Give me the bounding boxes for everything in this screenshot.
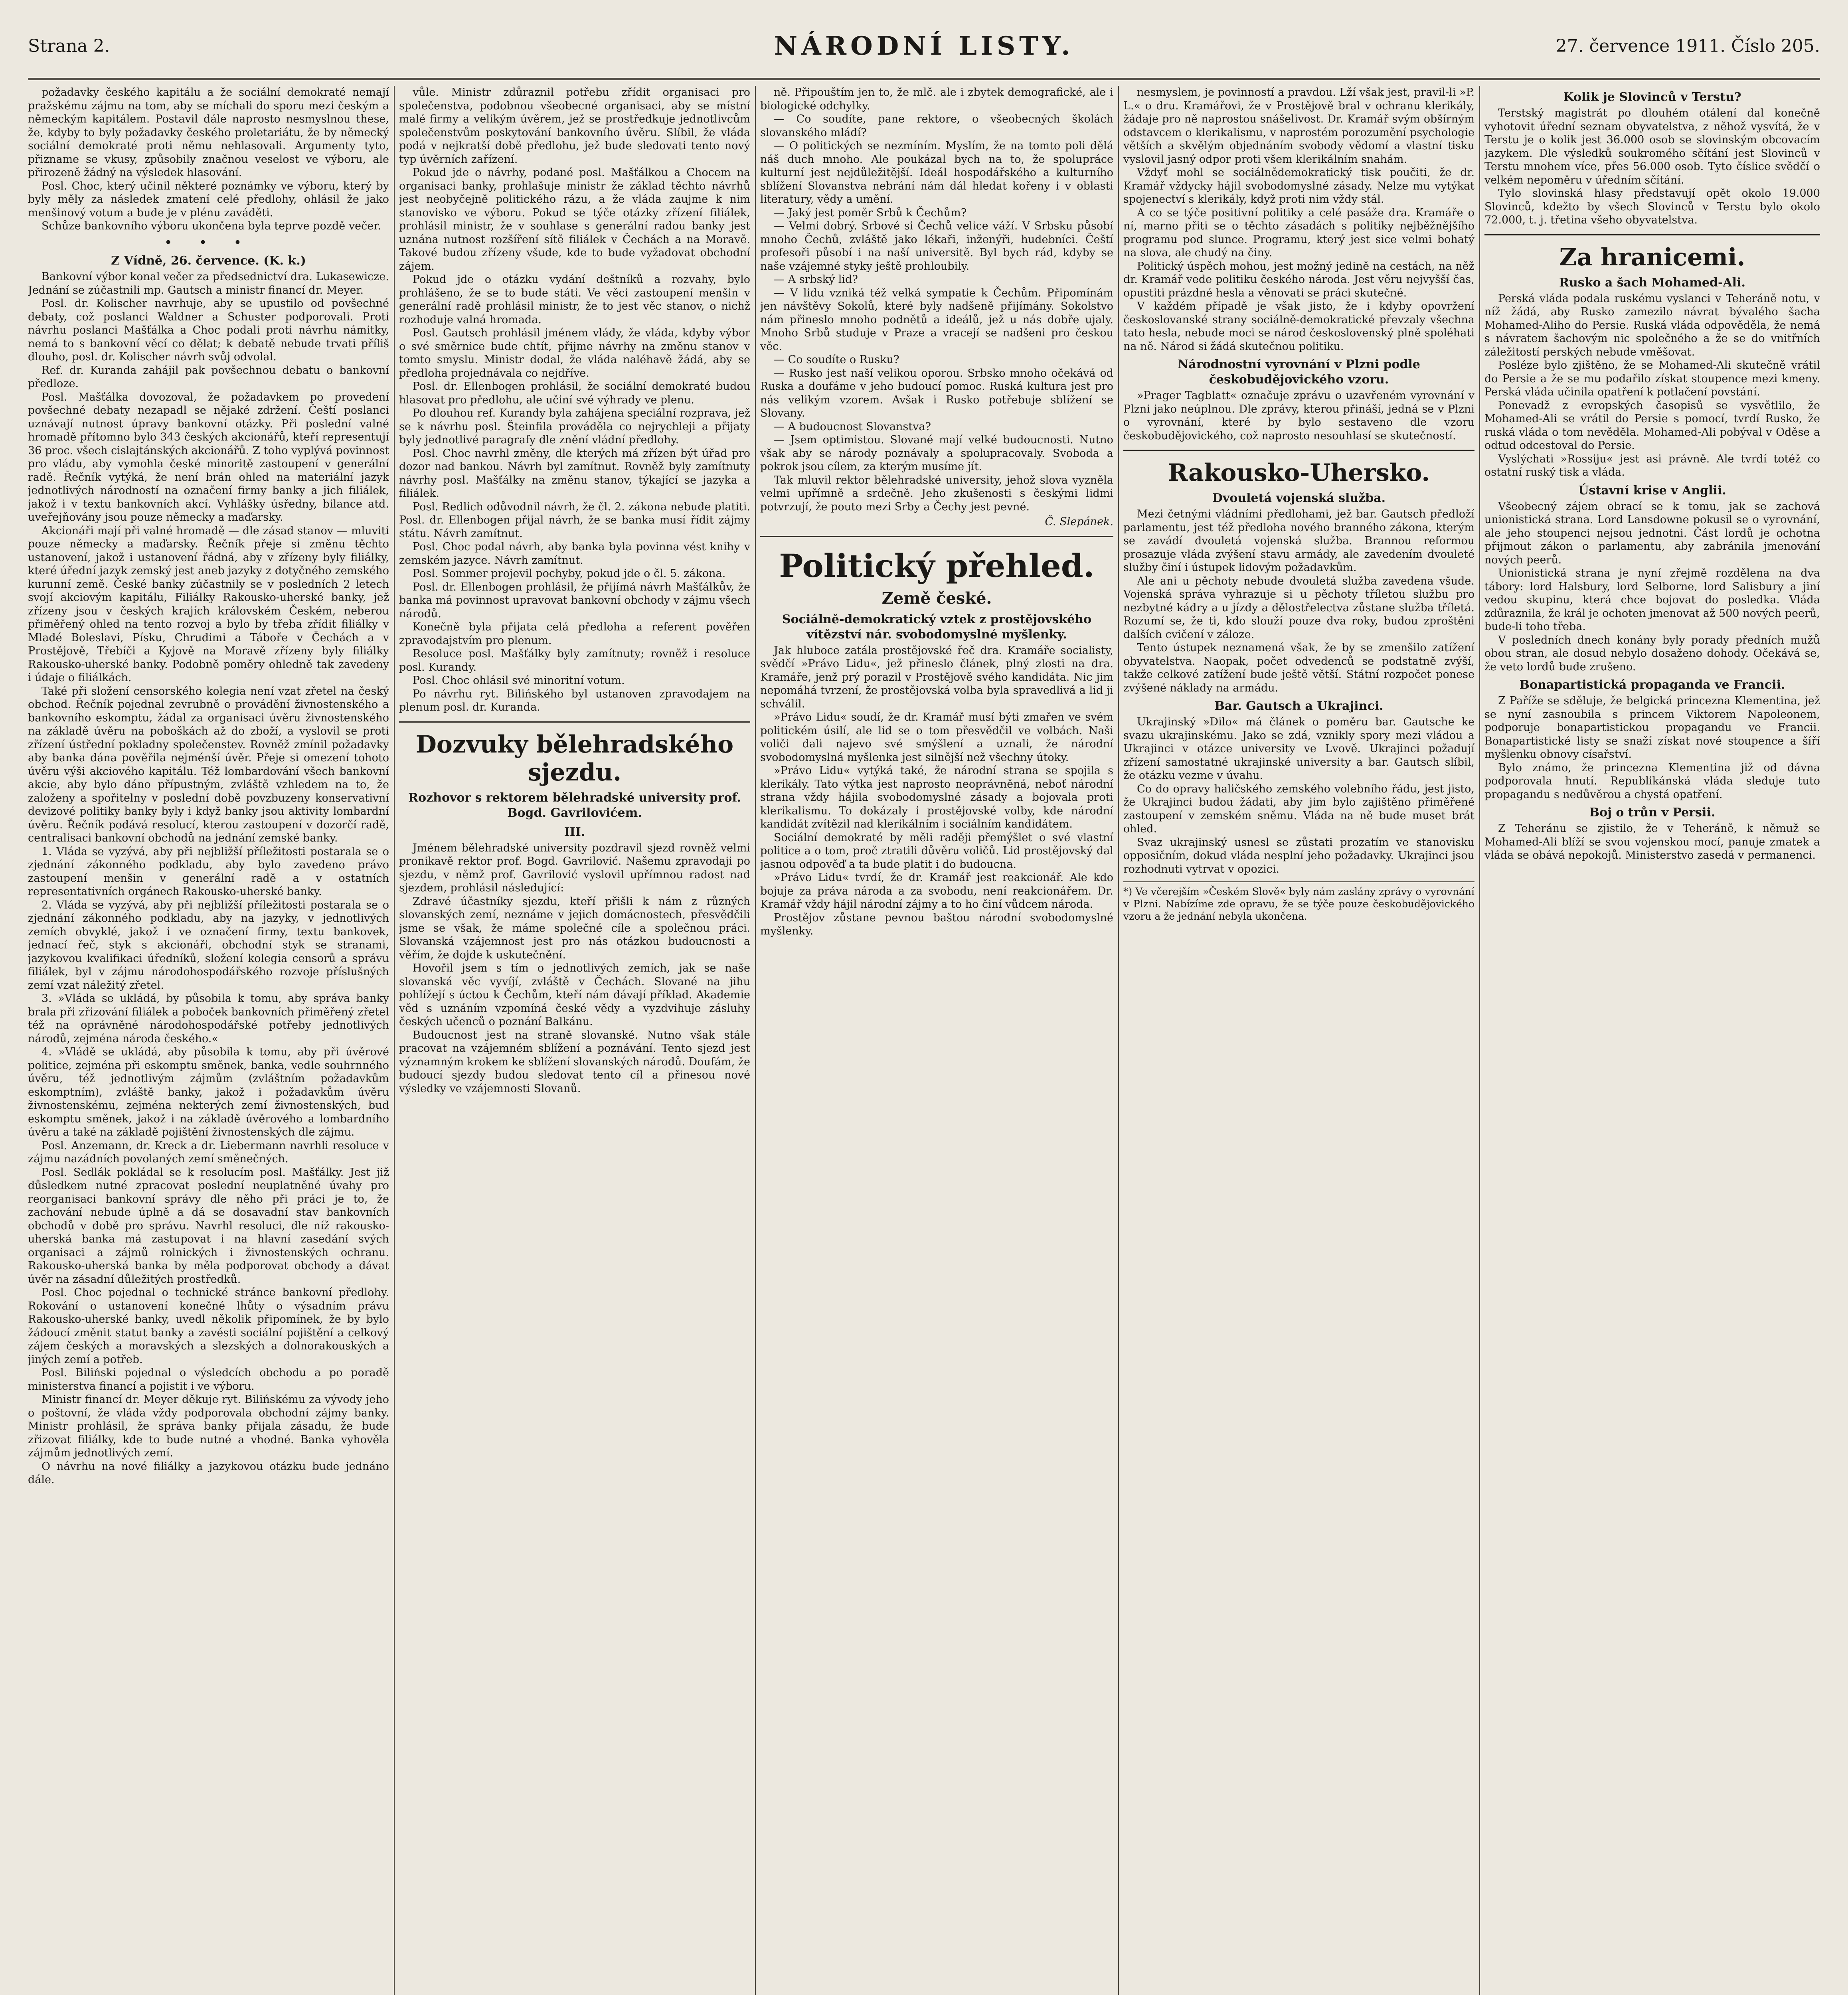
article-paragraph: Ukrajinský »Dilo« má článek o poměru bar. Gautsche ke svazu ukrajinskému. Jako se zdá, vznikly spory mezi vládou a Ukrajinci v otázce university ve Lvově. Ukrajinci požadují zřízení samostatné ukrajinské university a bar. Gautsch slíbil, že otázku vezme v úvahu.	[1123, 716, 1474, 782]
column-5	[1484, 86, 1820, 1995]
article-paragraph: Jak hluboce zatála prostějovské řeč dra. Kramáře socialisty, svědčí »Právo Lidu«, jež přineslo článek, plný zlosti na dra. Kramáře, jenž prý porazil v Prostějově svého kandidáta. Nic jim nepomáhá tvrzení, že prostějovská volba byla spravedlivá a lid ji schválil.	[760, 644, 1113, 710]
article-paragraph: Posl. Biliński pojednal o výsledcích obchodu a po poradě ministerstva financí a pojistit i ve výboru.	[28, 1367, 389, 1393]
article-title: Boj o trůn v Persii.	[1589, 806, 1716, 820]
article-paragraph: Posl. Sedlák pokládal se k resolucím posl. Mašťálky. Jest již důsledkem nutné zpracovat poslední neuplatněné úvahy pro reorganisaci bankovní správy dle něho při práci je to, že zachování nebude úplně a dá se dosavadní stav bankovních obchodů v době pro správu. Navrhl resoluci, dle níž rakousko-uherská banka má zastupovat i na hlavní zasedání svých organisaci a zájmů rolnických i živnostenských ochranu. Rakousko-uherská banka by měla podporovat obchody a dávat úvěr na zásadní důležitých prostředků.	[28, 1166, 389, 1286]
page-number: Strana 2.	[28, 36, 110, 56]
article-paragraph: Konečně byla přijata celá předloha a referent pověřen zpravodajstvím pro plenum.	[399, 621, 750, 647]
article-paragraph: Ministr financí dr. Meyer děkuje ryt. Bilińskému za vývody jeho o poštovní, že vláda vždy podporovala obchodní zájmy banky. Ministr prohlásil, že správa banky přijala zásadu, že bude zřizovat filiálky, kde to bude nutné a vhodné. Banka vyhověla zájmům jednotlivých zemí.	[28, 1393, 389, 1459]
article-paragraph: Tento ústupek neznamená však, že by se zmenšilo zatížení obyvatelstva. Naopak, počet odvedenců se podstatně zvýší, takže celkové zatížení bude ještě větší. Státní rozpočet ponese zvýšené náklady na armádu.	[1123, 642, 1474, 694]
article-paragraph: »Právo Lidu« vytýká také, že národní strana se spojila s klerikály. Tato výtka jest naprosto neoprávněná, neboť národní strana vždy hájila svobodomyslné zásady a bojovala proti klerikalismu. To dokázaly i prostějovské volby, kde národní kandidát zvítězil nad klerikálním i sociálním kandidátem.	[760, 764, 1113, 830]
column-2	[399, 86, 750, 1995]
article-paragraph: Po dlouhou ref. Kurandy byla zahájena speciální rozprava, jež se k návrhu posl. Šteinfila prováděla co nejrychleji a přijaty byly jednotlivé paragrafy dle znění vládní předlohy.	[399, 407, 750, 446]
section-heading: Za hranicemi.	[1559, 243, 1745, 271]
article-subheading: Rozhovor s rektorem bělehradské university prof. Bogd. Gavrilovićem.	[408, 790, 741, 820]
article-paragraph: Co do opravy haličského zemského volebního řádu, jest jisto, že Ukrajinci budou žádati, aby jim bylo zajištěno přiměřené zastoupení v zemském sněmu. Vláda na ně bude muset brát ohled.	[1123, 782, 1474, 835]
article-paragraph: Bankovní výbor konal večer za předsednictví dra. Lukasewicze. Jednání se zúčastnili mp. Gautsch a ministr financí dr. Meyer.	[28, 271, 389, 296]
article-title: Rusko a šach Mohamed-Ali.	[1559, 275, 1745, 290]
article-paragraph: »Prager Tagblatt« označuje zprávu o uzavřeném vyrovnání v Plzni jako neúplnou. Dle zprávy, kterou přináší, jedná se v Plzni o vyrovnání, které by bylo sestaveno dle vzoru českobudějovického, což naprosto nesouhlasí se skutečností.	[1123, 389, 1474, 442]
article-paragraph: Akcionáři mají při valné hromadě — dle zásad stanov — mluviti pouze německy a maďarsky. Řečník přeje si změnu těchto ustanovení, jakož i ustanovení řádná, aby v zřízeny byly filiálky, které úřední jazyk zemský jest aneb jazyky z dotyčného zemského kurunní země. České banky zúčastnily se v posledních 2 letech svojí akciovým kapitálu, Filiálky Rakousko-uherské banky, jež zřízeny jsou v českých krajích královském Českém, neberou přiměřený ohled na tento rozvoj a bylo by třeba zřídit filiálky v Mladé Boleslavi, Písku, Chrudimi a Táboře v Čechách a v Prostějově, Třebíči a Kyjově na Moravě zřízeny byly filiálky Rakousko-uherské banky. Podobně poměry ohledně tak zavedeny i údaje o filiálkách.	[28, 524, 389, 684]
article-paragraph: Ale ani u pěchoty nebude dvouletá služba zavedena všude. Vojenská správa vyhrazuje si u pěchoty tříletou službu pro nezbytné kádry a u jízdy a dělostřelectva zůstane služba tříletá. Rozumí se, že ti, kdo slouží pouze dva roky, budou zproštěni dalších cvičení v záloze.	[1123, 575, 1474, 641]
article-paragraph: Tylo slovinská hlasy představují opět okolo 19.000 Slovinců, kdežto by všech Slovinců v Terstu bylo okolo 72.000, t. j. třetina všeho obyvatelstva.	[1484, 187, 1820, 226]
article-paragraph: — Jaký jest poměr Srbů k Čechům?	[774, 206, 967, 219]
article-paragraph: Tak mluvil rektor bělehradské university, jehož slova vyzněla velmi upřímně a srdečně. Jeho zkušenosti s českými lidmi potvrzují, že pouto mezi Srby a Čechy jest pevné.	[760, 474, 1113, 513]
article-paragraph: Posl. dr. Ellenbogen prohlásil, že přijímá návrh Mašťálkův, že banka má povinnost upravovat bankovní obchody v zájmu všech národů.	[399, 581, 750, 620]
article-title: Ústavní krise v Anglii.	[1578, 483, 1726, 498]
article-paragraph: — O politických se nezmíním. Myslím, že na tomto poli dělá náš duch mnoho. Ale poukázal bych na to, že spolupráce kulturní jest nejdůležitější. Ideál hospodářského a kulturního sblížení Slovanstva nebrání nám dál hledat kořeny i v oblasti literatury, vědy a umění.	[760, 140, 1113, 205]
article-paragraph: — A srbský lid?	[774, 273, 858, 286]
article-paragraph: Terstský magistrát po dlouhém otálení dal konečně vyhotovit úřední seznam obyvatelstva, z něhož vysvítá, že v Terstu je o kolik jest 36.000 osob se slovinským obcovacím jazykem. Dle výsledků soukromého sčítání jest Slovinců v Terstu mnohem více, přes 56.000 osob. Tyto číslice svědčí o velkém nepoměru v úředním sčítání.	[1484, 107, 1820, 186]
article-paragraph: Posl. Anzemann, dr. Kreck a dr. Liebermann navrhli resoluce v zájmu nazádních povolaných zemí směnečných.	[28, 1139, 389, 1165]
resolution-point: 3. »Vláda se ukládá, by působila k tomu, aby správa banky brala při zřizování filiálek a poboček bankovních přiměřený zřetel též na oprávněné národohospodářské potřeby jednotlivých národů, zejména národa českého.«	[28, 992, 389, 1045]
article-heading: Dozvuky bělehradského sjezdu.	[415, 730, 734, 786]
article-paragraph: — V lidu vzniká též velká sympatie k Čechům. Připomínám jen návštěvy Sokolů, které byly nadšeně přijímány. Sokolstvo nám přineslo mnoho podnětů a ideálů, jež u nás dobře ujaly. Mnoho Srbů studuje v Praze a vracejí se nadšeni pro českou věc.	[760, 286, 1113, 353]
article-paragraph: — Jsem optimistou. Slované mají velké budoucnosti. Nutno však aby se národy poznávaly a spolupracovaly. Svoboda a pokrok jsou cílem, za kterým musíme jít.	[760, 434, 1113, 473]
column-divider	[394, 86, 395, 1995]
article-title: Sociálně-demokratický vztek z prostějovského vítězství nár. svobodomyslné myšlenky.	[782, 612, 1092, 642]
section-rule	[1123, 450, 1474, 451]
article-paragraph: Ponevadž z evropských časopisů se vysvětlilo, že Mohamed-Ali se vrátil do Persie s pomocí, tvrdí Rusko, že ruská vláda o tom nevěděla. Mohamed-Ali pobýval v Oděse a odtud odcestoval do Persie.	[1484, 399, 1820, 452]
article-paragraph: Pokud jde o otázku vydání deštníků a rozvahy, bylo prohlášeno, že se to bude státi. Ve věci zastoupení menšin v generální radě prohlásil ministr, že to jest věc stanov, o nichž rozhoduje valná hromada.	[399, 273, 750, 326]
article-paragraph: ně. Připouštím jen to, že mlč. ale i zbytek demografické, ale i biologické odchylky.	[760, 86, 1113, 112]
article-title: Bar. Gautsch a Ukrajinci.	[1214, 699, 1384, 713]
resolution-point: 2. Vláda se vyzývá, aby při nejbližší příležitosti postarala se o zjednání zákonného podkladu, aby na jazyky, v jednotlivých zemích obvyklé, jakož i ve označení firmy, textu bankovek, jednací řeč, styk s akcionáři, obchodní styk se stranami, jazykovou kvalifikaci úředníků, složení kolegia censorů a správu filiálek, byl v zájmu národohospodářského rozvoje příslušných zemí vzat náležitý zřetel.	[28, 899, 389, 992]
article-paragraph: A co se týče positivní politiky a celé pasáže dra. Kramáře o ní, marno přiti se o těchto zásadách s politiky nejběžnějšího programu pod slunce. Programu, který jest sice velmi bohatý na slova, ale chudý na činy.	[1123, 206, 1474, 259]
article-paragraph: Vždyť mohl se sociálnědemokratický tisk poučiti, že dr. Kramář vždycky hájil svobodomyslné zásady. Nelze mu vytýkat spojenectví s klerikály, když proti nim vždy stál.	[1123, 166, 1474, 205]
article-paragraph: Perská vláda podala ruskému vyslanci v Teheráně notu, v níž žádá, aby Rusko zamezilo návrat bývalého šacha Mohamed-Aliho do Persie. Ruská vláda odpověděla, že nemá s návratem šachovým nic společného a že se do vnitřních záležitostí perských nebude vměšovat.	[1484, 292, 1820, 358]
article-paragraph: Posl. Gautsch prohlásil jménem vlády, že vláda, kdyby výbor o své směrnice bude chtít, přijme návrhy na změnu stanov v tomto smyslu. Ministr dodal, že vláda naléhavě žádá, aby se předloha projednávala co nejdříve.	[399, 327, 750, 379]
article-paragraph: Posl. Sommer projevil pochyby, pokud jde o čl. 5. zákona.	[413, 567, 726, 580]
article-paragraph: — Rusko jest naší velikou oporou. Srbsko mnoho očekává od Ruska a doufáme v jeho budoucí pomoc. Ruská kultura jest pro nás velikým vzorem. Avšak i Rusko potřebuje sblížení se Slovany.	[760, 367, 1113, 419]
column-4	[1123, 86, 1474, 1995]
article-paragraph: Prostějov zůstane pevnou baštou národní svobodomyslné myšlenky.	[760, 911, 1113, 937]
article-paragraph: — Velmi dobrý. Srbové si Čechů velice váží. V Srbsku působí mnoho Čechů, zvláště jako lékaři, inženýři, hudebníci. Čeští profesoři působí i na naší universitě. Byl bych rád, kdyby se naše vzájemné styky ještě prohloubily.	[760, 220, 1113, 273]
article-paragraph: Resoluce posl. Mašťálky byly zamítnuty; rovněž i resoluce posl. Kurandy.	[399, 648, 750, 674]
article-paragraph: Posl. Choc podal návrh, aby banka byla povinna vést knihy v zemském jazyce. Návrh zamítnut.	[399, 541, 750, 567]
article-title: Kolik je Slovinců v Terstu?	[1563, 90, 1741, 104]
column-1	[28, 86, 389, 1995]
article-paragraph: — A budoucnost Slovanstva?	[774, 420, 931, 433]
article-paragraph: Také při složení censorského kolegia není vzat zřetel na český obchod. Řečník pojednal zevrubně o provádění živnostenského a bankovního eskomptu, žádal za organisaci úvěru živnostenského na základě úvěru na poboškách až do zboží, a vyslovil se proti zřízení ústřední pokladny společenstev. Rovněž zmínil požadavky aby banka dána pověřila nejménší úvěr. Přeje si omezení tohoto úvěru výši akciového kapitálu. Též lombardování všech bankovní akcie, aby bylo dáno přípustným, zvláště vzhledem na to, že založeny a spořitelny v poslední době povzbuzeny konservativní devizové politiky banky byly i když banky jsou aktivity lombardní úvěru. Řečník podává resolucí, kterou zastoupení v dozorčí radě, centralisaci bankovní obchodů na jednání zemské banky.	[28, 685, 389, 844]
section-rule	[760, 536, 1113, 537]
article-title: Bonapartistická propaganda ve Francii.	[1519, 678, 1785, 692]
article-paragraph: — Co soudíte o Rusku?	[774, 354, 899, 366]
article-paragraph: Politický úspěch mohou, jest možný jedině na cestách, na něž dr. Kramář vede politiku českého národa. Jest věru nejvyšší čas, opustiti prázdné hesla a věnovati se práci skutečné.	[1123, 260, 1474, 299]
article-paragraph: »Právo Lidu« tvrdí, že dr. Kramář jest reakcionář. Ale kdo bojuje za práva národa a za svobodu, není reakcionářem. Dr. Kramář vždy hájil národní zájmy a to ho činí vůdcem národa.	[760, 871, 1113, 911]
article-paragraph: Z Paříže se sděluje, že belgická princezna Klementina, jež se nyní zasnoubila s princem Viktorem Napoleonem, podporuje bonapartistickou propagandu ve Francii. Bonapartistické listy se snaží získat nové stoupence a šíří myšlenku obnovy císařství.	[1484, 695, 1820, 760]
section-subheading: Země české.	[882, 589, 992, 608]
article-paragraph: Vyslýchati »Rossiju« jest asi právně. Ale tvrdí totéž co ostatní ruský tisk a vláda.	[1484, 452, 1820, 478]
article-paragraph: Posl. Choc ohlásil své minoritní votum.	[413, 674, 625, 687]
article-paragraph: Z Teheránu se zjistilo, že v Teheráně, k němuž se Mohamed-Ali blíží se svou vojenskou mocí, panuje zmatek a vláda se obává nepokojů. Ministerstvo zasedá v permanenci.	[1484, 822, 1820, 861]
article-paragraph: »Právo Lidu« soudí, že dr. Kramář musí býti zmařen ve svém politickém úsilí, ale lid se o tom přesvědčil ve volbách. Naši voliči dali najevo své smýšlení a uznali, že národní svobodomyslná myšlenka jest silnější než všechny útoky.	[760, 711, 1113, 764]
article-paragraph: Schůze bankovního výboru ukončena byla teprve pozdě večer.	[42, 220, 381, 232]
article-paragraph: Posléze bylo zjištěno, že se Mohamed-Ali skutečně vrátil do Persie a že se mu podařilo získat stoupence mezi kmeny. Perská vláda učinila opatření k potlačení povstání.	[1484, 359, 1820, 398]
article-paragraph: Zdravé účastníky sjezdu, kteří přišli k nám z různých slovanských zemí, neznáme v jejich domácnostech, přesvědčili jsme se však, že máme společné cíle a společnou práci. Slovanská vzájemnost jest pro nás otázkou budoucnosti a věřím, že dojde k uskutečnění.	[399, 895, 750, 961]
column-divider	[755, 86, 756, 1995]
article-paragraph: — Co soudíte, pane rektore, o všeobecných školách slovanského mládí?	[760, 113, 1113, 139]
article-paragraph: Posl. Mašťálka dovozoval, že požadavkem po provedení povšechné debaty nezapadl se nějaké zdržení. Čeští poslanci uznávají nutnost úpravy bankovní otázky. Při poslední valné hromadě přítomno bylo 343 českých akcionářů, kteří representují 36 proc. všech cislajtánských akcionářů. Z toho vyplývá povinnost pro vládu, aby vymohla české minoritě zastoupení v generální radě. Řečník vytýká, že není brán ohled na materiální jazyk jednotlivých národností na označení firmy banky a jich filiálek, jakož i v textu bankovních akcí. Vyhlášky úsředny, bilance atd. uveřejňovány jsou pouze německy a maďarsky.	[28, 391, 389, 523]
dateline: Z Vídně, 26. července. (K. k.)	[111, 254, 306, 268]
article-paragraph: požadavky českého kapitálu a že sociální demokraté nemají pražskému zájmu na tom, aby se míchali do sporu mezi českým a německým kapitálem. Postavil dále naprosto nesmyslnou these, že, kdyby to byly požadavky českého proletariátu, že by německý sociální demokraté proti němu nehlasovali. Argumenty tyto, přizname se vkusy, způsobily značnou veselost ve výboru, ale přirozeně žádný na výsledek hlasování.	[28, 86, 389, 179]
resolution-point: 4. »Vládě se ukládá, aby působila k tomu, aby při úvěrové politice, zejména při eskomptu směnek, banka, vedle souhrnného úvěru, též jednotlivým zájmům (zvláštním požadavkům eskomptním), zvláště banky, jakož i požadavkům úvěru živnostenskému, zejména nekterých zemí živnostenských, buď eskomptu směnek, jakož i na základě úvěrového a lombardního úvěru a také na základě pojištění živnostenských dle zájmu.	[28, 1046, 389, 1138]
masthead: NÁRODNÍ LISTY.	[774, 31, 1074, 61]
article-title: Dvouletá vojenská služba.	[1212, 491, 1386, 505]
article-paragraph: V každém případě je však jisto, že i kdyby opovržení českoslovanské strany sociálně-demokratické převzaly všechna tato hesla, nebude moci se národ československý plně spoléhati na ně. Národ si žádá skutečnou politiku.	[1123, 300, 1474, 353]
section-heading: Rakousko-Uhersko.	[1168, 459, 1430, 487]
article-paragraph: V posledních dnech konány byly porady předních mužů obou stran, ale dosud nebylo dosaženo dohody. Očekává se, že veto lordů bude zrušeno.	[1484, 634, 1820, 673]
column-divider	[1118, 86, 1119, 1995]
article-paragraph: Všeobecný zájem obrací se k tomu, jak se zachová unionistická strana. Lord Lansdowne pokusil se o vyrovnání, ale jeho stoupenci nejsou jednotni. Část lordů je ochotna přijmout zákon o parlamentu, aby zabránila jmenování nových peerů.	[1484, 500, 1820, 566]
issue-date: 27. července 1911. Číslo 205.	[1555, 36, 1820, 56]
author-signature: Č. Slepánek.	[1045, 516, 1113, 528]
header-rule	[28, 78, 1820, 80]
article-paragraph: Posl. Choc, který učinil některé poznámky ve výboru, který by byly měly za následek zmatení celé předlohy, ohlásil že jako menšinový votum a bude je v plénu zaváděti.	[28, 180, 389, 219]
section-rule	[399, 721, 750, 723]
article-paragraph: O návrhu na nové filiálky a jazykovou otázku bude jednáno dále.	[28, 1460, 389, 1486]
page-header	[28, 31, 1820, 75]
article-paragraph: vůle. Ministr zdůraznil potřebu zřídit organisaci pro společenstva, podobnou všeobecné organisaci, aby se místní malé firmy a velikým úvěrem, jež se prostředkuje jednotlivcům společenstvům poskytování bankovního úvěru. Slíbil, že vláda podá v nejkratší době předlohu, jež bude sledovati tento nový typ úvěrních zařízení.	[399, 86, 750, 166]
article-paragraph: Po návrhu ryt. Bilińského byl ustanoven zpravodajem na plenum posl. dr. Kuranda.	[399, 687, 750, 713]
article-paragraph: Posl. Redlich odůvodnil návrh, že čl. 2. zákona nebude platiti. Posl. dr. Ellenbogen přijal návrh, že se banka musí řídit zájmy státu. Návrh zamítnut.	[399, 500, 750, 540]
separator-dots: • • •	[164, 234, 253, 251]
section-rule	[1484, 234, 1820, 235]
section-heading: Politický přehled.	[779, 547, 1095, 585]
article-paragraph: Budoucnost jest na straně slovanské. Nutno však stále pracovat na vzájemném sblížení a poznávání. Tento sjezd jest významným krokem ke sblížení slovanských národů. Doufám, že budoucí sjezdy budou sledovat tento cíl a přinesou nové výsledky ve vzájemnosti Slovanů.	[399, 1029, 750, 1095]
article-paragraph: nesmyslem, je povinností a pravdou. Lží však jest, pravil-li »P. L.« o dru. Kramářovi, že v Prostějově bral v ochranu klerikály, žádaje pro ně naprostou snášelivost. Dr. Kramář svým obšírným odstavcem o klerikalismu, v naprostém porozumění psychologie větších a skvělým objednáním svobody vědomí a vlastní tisku vyslovil jasný odpor proti všem klerikálním snahám.	[1123, 86, 1474, 166]
resolution-point: 1. Vláda se vyzývá, aby při nejbližší příležitosti postarala se o zjednání zákonného podkladu, aby bylo zavedeno právo zastoupení menšin v generální radě a v ostatních representativních orgánech Rakousko-uherské banky.	[28, 845, 389, 898]
article-paragraph: Posl. dr. Ellenbogen prohlásil, že sociální demokraté budou hlasovat pro předlohu, ale učiní své výhrady ve plenu.	[399, 380, 750, 406]
article-paragraph: Posl. dr. Kolischer navrhuje, aby se upustilo od povšechné debaty, což poslanci Waldner a Schuster podporovali. Proti návrhu poslanci Mašťálka a Choc podali proti návrhu námitky, nemá to s bankovní věcí co dělat; k debatě nebude trvati příliš dlouho, posl. dr. Kolischer návrh svůj odvolal.	[28, 297, 389, 363]
column-3	[760, 86, 1113, 1995]
article-paragraph: Posl. Choc navrhl změny, dle kterých má zřízen být úřad pro dozor nad bankou. Návrh byl zamítnut. Rovněž byly zamítnuty návrhy posl. Mašťálky na změnu stanov, týkající se jazyka a filiálek.	[399, 447, 750, 500]
article-paragraph: Posl. Choc pojednal o technické stránce bankovní předlohy. Rokování o ustanovení konečné lhůty o výsadním právu Rakousko-uherské banky, uvedl několik připomínek, že by bylo žádoucí změnit statut banky a zavésti sociální pojištění a celkový zájem českých a moravských a slezských a dolnorakouských a jiných zemí a potřeb.	[28, 1286, 389, 1366]
article-paragraph: Hovořil jsem s tím o jednotlivých zemích, jak se naše slovanská věc vyvíjí, zvláště v Čechách. Slované na jihu pohlížejí s úctou k Čechům, kteří nám dávají příklad. Akademie věd s uznáním vzpomíná české vědy a vyzdvihuje zásluhy českých učenců o poznání Balkánu.	[399, 962, 750, 1028]
article-paragraph: Ref. dr. Kuranda zahájil pak povšechnou debatu o bankovní předloze.	[28, 364, 389, 390]
article-paragraph: Unionistická strana je nyní zřejmě rozdělena na dva tábory: lord Halsbury, lord Selborne, lord Salisbury a jiní vedou skupinu, která chce bojovat do posledka. Vláda zdůraznila, že král je ochoten jmenovat až 500 nových peerů, bude-li toho třeba.	[1484, 567, 1820, 633]
footnote: *) Ve včerejším »Českém Slově« byly nám zaslány zprávy o vyrovnání v Plzni. Nabízíme zde opravu, že se týče pouze českobudějovického vzoru a že jednání nebyla ukončena.	[1123, 881, 1474, 922]
article-title: Národnostní vyrovnání v Plzni podle českobudějovického vzoru.	[1178, 358, 1420, 387]
article-paragraph: Bylo známo, že princezna Klementina již od dávna podporovala hnutí. Republikánská vláda sleduje tuto propagandu s nedůvěrou a chystá opatření.	[1484, 761, 1820, 801]
article-paragraph: Sociální demokraté by měli raději přemýšlet o své vlastní politice a o tom, proč ztratili důvěru voličů. Lid prostějovský dal jasnou odpověď a ta bude platit i do budoucna.	[760, 831, 1113, 871]
article-paragraph: Jménem bělehradské university pozdravil sjezd rovněž velmi pronikavě rektor prof. Bogd. Gavrilović. Našemu zpravodaji po sjezdu, v němž prof. Gavrilović vyslovil upřímnou radost nad sjezdem, prohlásil následující:	[399, 841, 750, 894]
column-divider	[1479, 86, 1480, 1995]
article-paragraph: Svaz ukrajinský usnesl se zůstati prozatím ve stanovisku opposičním, dokud vláda nesplní jeho požadavky. Ukrajinci jsou rozhodnuti vytrvat v opozici.	[1123, 836, 1474, 875]
part-number: III.	[564, 825, 585, 839]
article-paragraph: Pokud jde o návrhy, podané posl. Mašťálkou a Chocem na organisaci banky, prohlašuje ministr že základ těchto návrhů jest neobyčejně politického rázu, a že vláda zaujme k nim stanovisko ve výboru. Pokud se týče otázky zřízení filiálek, prohlásil ministr, že v souhlase s generální radou banky jest uznána nutnost rozšíření sítě filiálek v Čechách a na Moravě. Takové budou zřízeny všude, kde to bude vyžadovat obchodní zájem.	[399, 166, 750, 273]
article-paragraph: Mezi četnými vládními předlohami, jež bar. Gautsch předloží parlamentu, jest též předloha nového branného zákona, kterým se zavádí dvouletá vojenská služba. Brannou reformou prosazuje vláda zvýšení stavu armády, ale zavedením dvouleté služby činí i ústupek lidovým požadavkům.	[1123, 508, 1474, 574]
